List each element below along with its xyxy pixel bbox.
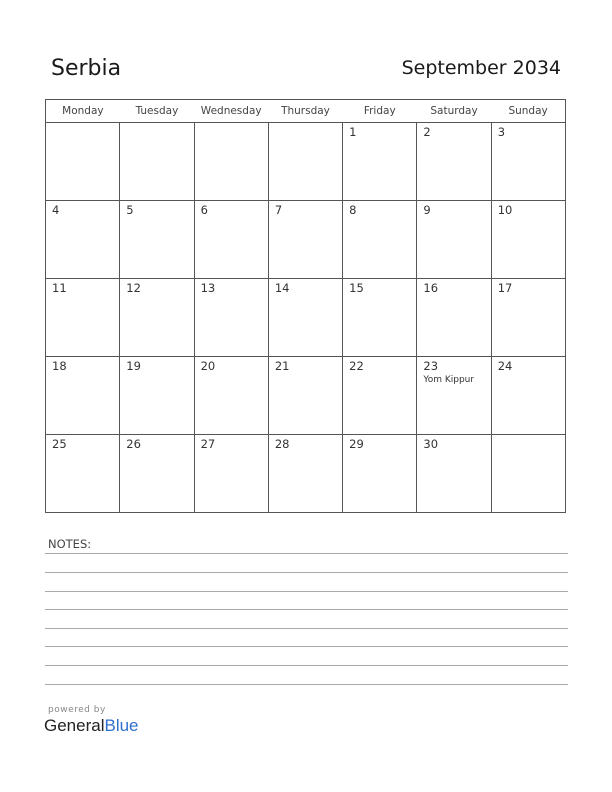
day-number: 18 <box>52 359 67 373</box>
week-row <box>46 201 566 279</box>
day-cell <box>120 201 194 279</box>
day-cell <box>120 435 194 513</box>
day-number: 20 <box>200 359 216 373</box>
calendar-body <box>46 123 566 513</box>
generalblue-logo <box>44 716 139 736</box>
week-row <box>46 357 566 435</box>
day-number <box>195 123 268 126</box>
day-cell <box>343 123 417 201</box>
notes-line <box>45 609 568 610</box>
day-number: 12 <box>126 281 141 295</box>
day-number <box>46 123 119 126</box>
day-cell <box>491 357 565 435</box>
notes-line <box>45 628 568 629</box>
day-number: 22 <box>349 359 364 373</box>
day-cell <box>46 435 120 513</box>
day-number: 17 <box>497 281 513 295</box>
day-number: 5 <box>126 203 134 217</box>
day-cell <box>46 279 120 357</box>
weekday-sunday: Sunday <box>491 100 565 123</box>
day-cell <box>491 435 565 513</box>
notes-line <box>45 553 568 554</box>
notes-line <box>45 572 568 573</box>
day-cell <box>194 435 268 513</box>
day-cell <box>343 201 417 279</box>
day-cell <box>120 357 194 435</box>
day-number: 30 <box>423 437 439 451</box>
day-cell <box>268 435 342 513</box>
day-cell <box>46 123 120 201</box>
notes-line <box>45 684 568 685</box>
day-number: 9 <box>423 203 431 217</box>
day-number: 2 <box>423 125 431 139</box>
day-number: 29 <box>349 437 364 451</box>
day-number: 1 <box>349 125 357 139</box>
day-cell <box>268 123 342 201</box>
notes-line <box>45 591 568 592</box>
day-number: 8 <box>349 203 357 217</box>
day-cell <box>268 279 342 357</box>
day-number: 11 <box>52 281 67 295</box>
brand-general: General <box>44 716 105 735</box>
weekday-thursday: Thursday <box>268 100 342 123</box>
day-cell <box>417 357 491 435</box>
week-row <box>46 123 566 201</box>
day-number: 27 <box>200 437 216 451</box>
notes-label: NOTES: <box>48 537 92 551</box>
day-cell <box>417 201 491 279</box>
day-cell <box>491 123 565 201</box>
day-cell <box>417 123 491 201</box>
day-number: 7 <box>274 203 283 217</box>
day-cell <box>343 357 417 435</box>
day-cell <box>194 123 268 201</box>
day-cell <box>194 201 268 279</box>
brand-blue: Blue <box>104 716 139 735</box>
day-number: 28 <box>274 437 290 451</box>
holiday-label: Yom Kippur <box>423 375 475 385</box>
weekday-header-row <box>46 100 566 123</box>
day-number: 3 <box>497 125 506 139</box>
day-cell <box>120 123 194 201</box>
day-number: 6 <box>200 203 208 217</box>
country-title: Serbia <box>51 56 122 81</box>
day-cell <box>120 279 194 357</box>
day-cell <box>46 201 120 279</box>
day-cell <box>343 279 417 357</box>
day-number: 10 <box>497 203 513 217</box>
day-number: 16 <box>423 281 439 295</box>
day-cell <box>268 357 342 435</box>
day-cell <box>343 435 417 513</box>
weekday-saturday: Saturday <box>417 100 491 123</box>
day-cell <box>417 279 491 357</box>
day-cell <box>268 201 342 279</box>
day-number: 26 <box>126 437 141 451</box>
day-cell <box>46 357 120 435</box>
day-number <box>120 123 193 126</box>
day-number: 21 <box>274 359 290 373</box>
day-cell <box>491 201 565 279</box>
day-number: 4 <box>52 203 60 217</box>
day-number: 23 <box>423 359 439 373</box>
day-number <box>269 123 342 126</box>
week-row <box>46 435 566 513</box>
month-year-title: September 2034 <box>401 57 561 79</box>
weekday-wednesday: Wednesday <box>194 100 268 123</box>
powered-by-text: powered by <box>48 705 106 715</box>
day-number <box>492 435 565 438</box>
day-number: 25 <box>52 437 67 451</box>
day-number: 15 <box>349 281 364 295</box>
weekday-monday: Monday <box>46 100 120 123</box>
day-cell <box>491 279 565 357</box>
day-number: 13 <box>200 281 216 295</box>
notes-line <box>45 665 568 666</box>
calendar-grid <box>45 99 566 513</box>
day-cell <box>417 435 491 513</box>
day-number: 24 <box>497 359 513 373</box>
notes-line <box>45 646 568 647</box>
weekday-friday: Friday <box>343 100 417 123</box>
day-number: 19 <box>126 359 141 373</box>
day-number: 14 <box>274 281 290 295</box>
day-cell <box>194 279 268 357</box>
day-cell <box>194 357 268 435</box>
week-row <box>46 279 566 357</box>
weekday-tuesday: Tuesday <box>120 100 194 123</box>
